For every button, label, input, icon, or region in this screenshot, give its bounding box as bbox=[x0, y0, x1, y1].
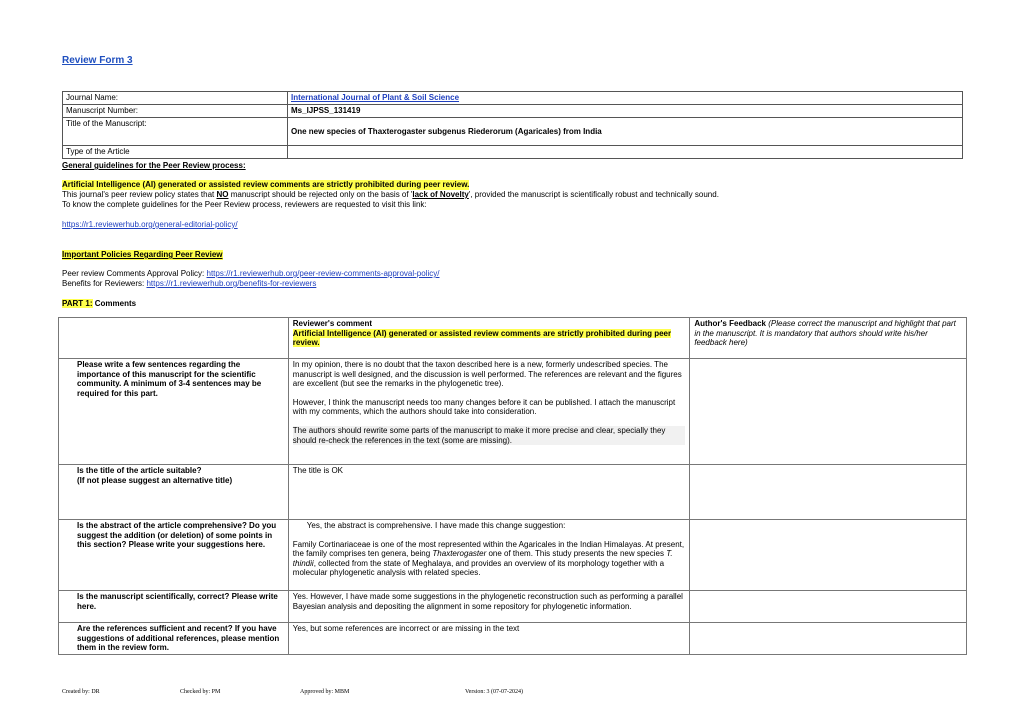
footer-approved-by: Approved by: MBM bbox=[300, 689, 350, 695]
comment-paragraph bbox=[293, 540, 686, 578]
reviewer-comment-cell bbox=[288, 359, 690, 465]
comments-table bbox=[58, 317, 967, 655]
abstract-text-2: one of them. This study presents the new species bbox=[486, 549, 667, 559]
manuscript-number-row bbox=[63, 105, 963, 118]
manuscript-info-table bbox=[62, 91, 963, 159]
article-type-row bbox=[63, 146, 963, 159]
policy-text-2: manuscript should be rejected only on the basis of ' bbox=[228, 190, 413, 199]
guidelines-heading: General guidelines for the Peer Review process: bbox=[62, 161, 246, 170]
article-type-value bbox=[288, 146, 963, 159]
benefits-label: Benefits for Reviewers: bbox=[62, 279, 147, 288]
manuscript-number-label: Manuscript Number: bbox=[63, 105, 288, 118]
manuscript-number-value: Ms_IJPSS_131419 bbox=[288, 105, 963, 118]
approval-policy-line bbox=[62, 269, 439, 279]
policy-novelty: lack of Novelty bbox=[412, 190, 469, 199]
journal-name-row bbox=[63, 92, 963, 105]
approval-policy-label: Peer review Comments Approval Policy: bbox=[62, 269, 207, 278]
reviewer-comment-cell: Yes, but some references are incorrect or are missing in the text bbox=[288, 623, 690, 655]
header-empty-cell bbox=[59, 318, 289, 359]
comment-paragraph: Yes, the abstract is comprehensive. I have made this change suggestion: bbox=[306, 521, 566, 530]
reviewer-header-warning: Artificial Intelligence (AI) generated or assisted review comments are strictly prohibited during peer review. bbox=[292, 328, 672, 348]
policies-heading: Important Policies Regarding Peer Review bbox=[62, 250, 223, 259]
reviewer-comment-cell: The title is OK bbox=[288, 465, 690, 520]
abstract-text-3: , collected from the state of Meghalaya, and provides an overview of its morphology together with a molecular phylogenetic analysis with related species. bbox=[292, 558, 665, 578]
comment-paragraph: In my opinion, there is no doubt that the taxon described here is a new, formerly undescribed species. The manuscript is well designed, and the discussion is well performed. The references are relevant and the figures are excellent (but see the remarks in the phylogenetic tree). bbox=[292, 360, 682, 389]
author-header-note: (Please correct the manuscript and highlight that part in the manuscript. It is mandatory that authors should write his/her feedback here) bbox=[694, 319, 956, 348]
table-row bbox=[59, 359, 967, 465]
comment-paragraph: However, I think the manuscript needs too many changes before it can be published. I attach the manuscript with my comments, which the authors should take into consideration. bbox=[292, 397, 676, 417]
question-scientific: Is the manuscript scientifically, correct? Please write here. bbox=[59, 591, 289, 623]
ai-warning: Artificial Intelligence (AI) generated or assisted review comments are strictly prohibited during peer review. bbox=[62, 180, 470, 189]
author-header-label: Author's Feedback bbox=[694, 319, 767, 328]
author-feedback-cell[interactable] bbox=[690, 465, 967, 520]
policy-text-3: ', provided the manuscript is scientifically robust and technically sound. bbox=[468, 190, 719, 199]
author-feedback-cell[interactable] bbox=[690, 520, 967, 591]
reviewer-comment-cell bbox=[288, 520, 690, 591]
abstract-species: T. thindii bbox=[292, 549, 673, 568]
table-row bbox=[59, 465, 967, 520]
reviewer-comment-cell: Yes. However, I have made some suggestions in the phylogenetic reconstruction such as performing a parallel Bayesian analysis and depositing the alignment in some repository for phylogenetic information. bbox=[288, 591, 690, 623]
author-feedback-cell[interactable] bbox=[690, 591, 967, 623]
part1-title: Comments bbox=[92, 299, 137, 308]
reviewer-header-label: Reviewer's comment bbox=[292, 319, 373, 328]
part1-heading bbox=[62, 299, 136, 309]
journal-name-link[interactable]: International Journal of Plant & Soil Science bbox=[291, 93, 460, 102]
question-importance: Please write a few sentences regarding the importance of this manuscript for the scientific community. A minimum of 3-4 sentences may be required for this part. bbox=[59, 359, 289, 465]
footer-checked-by: Checked by: PM bbox=[180, 689, 221, 695]
article-type-label: Type of the Article bbox=[63, 146, 288, 159]
table-row bbox=[59, 520, 967, 591]
policy-statement bbox=[62, 190, 719, 200]
manuscript-title-row bbox=[63, 118, 963, 146]
visit-text: To know the complete guidelines for the Peer Review process, reviewers are requested to visit this link: bbox=[62, 200, 427, 209]
benefits-link[interactable]: https://r1.reviewerhub.org/benefits-for-reviewers bbox=[146, 279, 317, 288]
author-feedback-cell[interactable] bbox=[690, 623, 967, 655]
footer-created-by: Created by: DR bbox=[62, 689, 100, 695]
author-feedback-header bbox=[690, 318, 967, 359]
benefits-line bbox=[62, 279, 316, 289]
comment-paragraph: The authors should rewrite some parts of the manuscript to make it more precise and clear, specially they should re-check the references in the text (some are missing). bbox=[293, 426, 686, 445]
author-feedback-cell[interactable] bbox=[690, 359, 967, 465]
journal-name-label: Journal Name: bbox=[63, 92, 288, 105]
footer-version: Version: 3 (07-07-2024) bbox=[465, 689, 523, 695]
policy-no: NO bbox=[216, 190, 229, 199]
table-row bbox=[59, 623, 967, 655]
comments-header-row bbox=[59, 318, 967, 359]
editorial-policy-link[interactable]: https://r1.reviewerhub.org/general-editorial-policy/ bbox=[62, 220, 238, 229]
manuscript-title-value bbox=[288, 118, 963, 146]
question-title: Is the title of the article suitable? (If not please suggest an alternative title) bbox=[59, 465, 289, 520]
policy-text-1: This journal's peer review policy states that bbox=[62, 190, 217, 199]
form-title: Review Form 3 bbox=[62, 55, 133, 66]
manuscript-title-label: Title of the Manuscript: bbox=[63, 118, 288, 146]
manuscript-title-text: One new species of Thaxterogaster subgenus Riederorum (Agaricales) from India bbox=[291, 126, 602, 136]
approval-policy-link[interactable]: https://r1.reviewerhub.org/peer-review-comments-approval-policy/ bbox=[206, 269, 440, 278]
part1-label: PART 1: bbox=[62, 299, 93, 308]
table-row bbox=[59, 591, 967, 623]
reviewer-comment-header bbox=[288, 318, 690, 359]
question-abstract: Is the abstract of the article comprehensive? Do you suggest the addition (or deletion) of some points in this section? Please write your suggestions here. bbox=[59, 520, 289, 591]
question-references: Are the references sufficient and recent? If you have suggestions of additional references, please mention them in the review form. bbox=[59, 623, 289, 655]
abstract-text-1: Family Cortinariaceae is one of the most represented within the Agaricales in the Indian Himalayas. At present, the family comprises ten genera, being bbox=[292, 539, 685, 559]
abstract-genus: Thaxterogaster bbox=[432, 549, 487, 559]
